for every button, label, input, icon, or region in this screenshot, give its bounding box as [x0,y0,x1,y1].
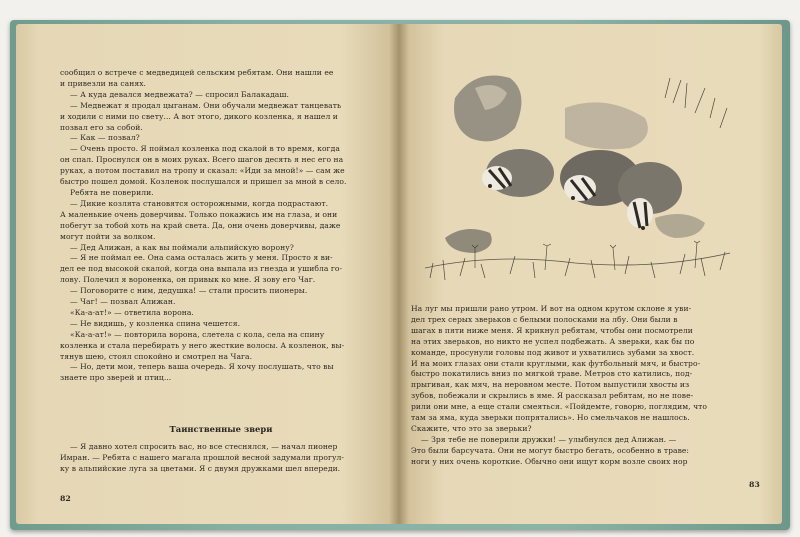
text-line: И на моих глазах они стали круглыми, как футбольный мяч, и быстро- [411,358,701,368]
text-line: — Не видишь, у козленка спина чешется. [70,318,241,328]
left-page-chapter-text [60,442,382,475]
rock [565,102,648,149]
badgers-illustration [415,38,735,302]
text-line: — Чаг! — позвал Алижан. [70,297,176,307]
rock [655,214,705,238]
left-page-text [60,68,382,384]
text-line: Это были барсучата. Они не могут быстро бегать, особенно в траве: [411,445,690,455]
text-line: — Дед Алижан, а как вы поймали альпийскую ворону? [70,242,294,252]
text-line: и привезли на санях. [60,78,146,88]
text-line: зубов, побежали и скрылись в яме. Я рассказал ребятам, но не пове- [411,391,694,401]
page-number-right: 83 [749,480,760,489]
text-line: побегут за тобой хоть на край света. Да, они очень доверчивы, даже [60,220,341,230]
text-line: могут пойти за волком. [60,231,156,241]
text-line: Имран. — Ребята с нашего магала прошлой весной задумали прогул- [60,452,344,462]
text-line: — Очень просто. Я поймал козленка под скалой в то время, когда [70,144,340,154]
text-line: быстро покатились вниз по мягкой траве. Метров сто катились, под- [411,369,693,379]
text-line: — Я не поймал ее. Она сама осталась жить у меня. Просто я ви- [70,253,333,263]
text-line: сообщил о встрече с медведицей сельским ребятам. Они нашли ее [60,68,334,77]
book-spine-gutter [389,24,409,524]
text-line: «Ка-а-ат!» — повторила ворона, слетела с кола, села на спину [70,329,325,339]
text-line: рили они мне, а еще стали смеяться. «Пойдемте, говорю, поглядим, что [411,402,708,412]
text-line: команде, просунули головы под живот и ухватились зубами за хвост. [411,347,695,357]
text-line: «Ка-а-ат!» — ответила ворона. [70,307,194,317]
text-line: Скажите, что это за зверьки? [411,423,532,433]
text-line: — Как — позвал? [70,133,140,143]
text-line: — Поговорите с ним, дедушка! — стали просить пионеры. [70,286,308,296]
text-line: ку в альпийские луга за цветами. Я с двумя дружками шел впереди. [60,463,341,473]
text-line: позвал его за собой. [60,122,143,132]
text-line: — А куда девался медвежата? — спросил Балакадаш. [70,89,289,99]
text-line: на этих зверьков, но никто не успел подбежать. А зверьки, как бы по [411,336,695,346]
text-line: — Дикие козлята становятся осторожными, когда подрастают. [70,198,329,208]
text-line: На луг мы пришли рано утром. И вот на одном крутом склоне я уви- [411,304,692,313]
text-line: дел трех серых зверьков с белыми полосками на лбу. Они были в [411,314,678,324]
left-page [16,24,399,524]
open-book-spread [16,24,782,524]
text-line: козленка и стала перебирать у него жесткие волосы. А козленок, вы- [60,340,345,350]
text-line: прыгивая, как мяч, на неровном месте. Потом выпустили хвосты из [411,380,690,390]
text-line: ноги у них очень короткие. Обычно они ищут корм возле своих нор [411,456,688,466]
text-line: руках, а потом поставил на тропу и сказал: «Иди за мной!» — сам же [60,166,345,176]
text-line: дел ее под высокой скалой, когда она выпала из гнезда и ушибла го- [60,264,343,274]
text-line: знаете про зверей и птиц... [60,373,172,383]
text-line: там за яма, куда зверьки попрятались». Но смельчаков не нашлось. [411,413,690,423]
text-line: быстро пошел домой. Козленок послушался и пришел за мной в село. [60,177,347,187]
page-number-left: 82 [60,494,71,503]
text-line: А маленькие очень доверчивы. Только покажись им на глаза, и они [60,209,338,219]
text-line: — Зря тебе не поверили дружки! — улыбнулся дед Алижан. — [421,434,677,444]
text-line: лову. Полечил я вороненка, он привык ко мне. Я зову его Чаг. [60,275,316,285]
chapter-heading: Таинственные звери [169,424,273,434]
text-line: — Но, дети мои, теперь ваша очередь. Я хочу послушать, что вы [70,362,334,372]
right-page [399,24,782,524]
text-line: тянув шею, стоял спокойно и смотрел на Чага. [60,351,253,361]
text-line: — Я давно хотел спросить вас, но все стеснялся, — начал пионер [70,442,338,451]
text-line: — Медвежат я продал цыганам. Они обучали медвежат танцевать [70,100,342,110]
text-line: шагах в пяти ниже меня. Я крикнул ребятам, чтобы они посмотрели [411,325,693,335]
text-line: и ходили с ними по свету... А вот этого, дикого козленка, я нашел и [60,111,338,121]
text-line: он спал. Проснулся он в моих руках. Всего шагов десять я нес его на [60,155,344,165]
text-line: Ребята не поверили. [70,187,154,197]
rock [445,229,492,253]
right-page-text [411,304,741,468]
